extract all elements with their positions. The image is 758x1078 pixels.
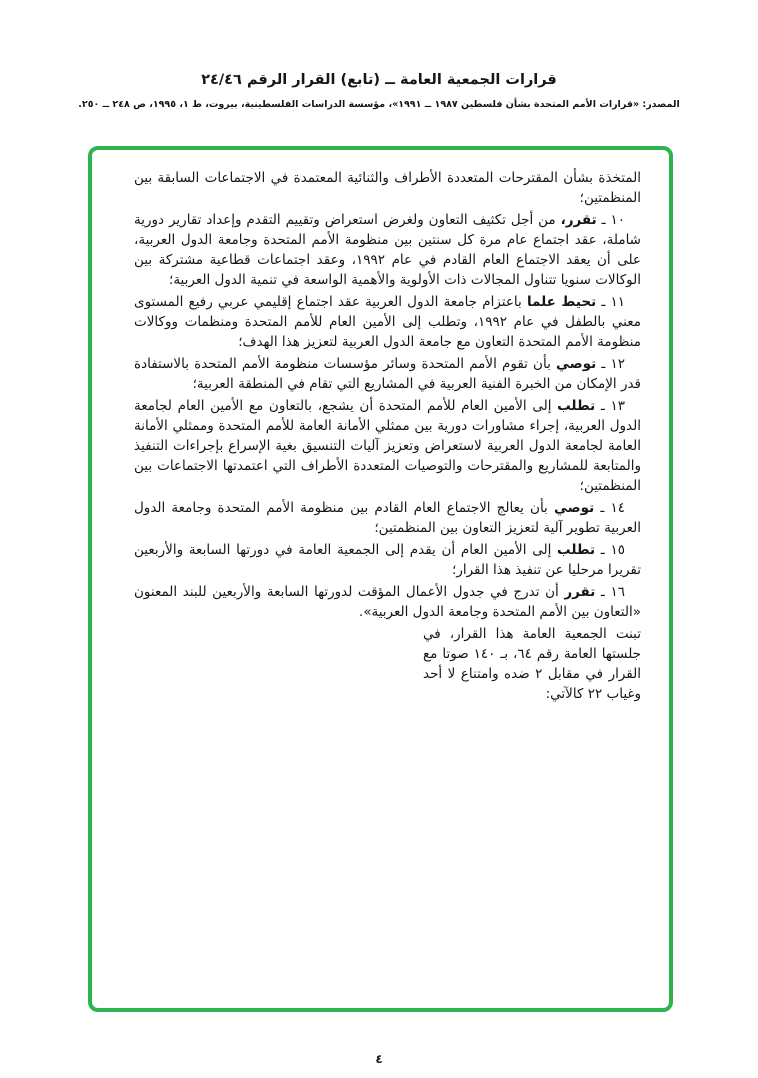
paragraph-lead: تطلب xyxy=(557,398,596,414)
paragraph-number: ١٥ ـ xyxy=(595,542,625,558)
numbered-paragraphs xyxy=(134,210,641,622)
resolution-text xyxy=(134,168,641,706)
intro-paragraph: المتخذة بشأن المقترحات المتعددة الأطراف والثنائية المعتمدة في الاجتماعات السابقة بين المنظمتين؛ xyxy=(134,170,641,206)
resolution-paragraph: ١٤ ـ توصي بأن يعالج الاجتماع العام القادم بين منظومة الأمم المتحدة وجامعة الدول العربية تطوير آلية لتعزيز التعاون بين المنظمتين؛ xyxy=(134,500,641,536)
paragraph-lead: توصي xyxy=(553,500,595,516)
paragraph-lead: تطلب xyxy=(557,542,596,558)
paragraph-number: ١٠ ـ xyxy=(596,212,625,228)
paragraph-lead: تقرر xyxy=(564,584,596,600)
paragraph-number: ١٢ ـ xyxy=(596,356,625,372)
closing-paragraph: تبنت الجمعية العامة هذا القرار، في جلستها العامة رقم ٦٤، بـ ١٤٠ صوتا مع القرار في مقابل ٢ ضده وامتناع لا أحد وغياب ٢٢ كالآتي: xyxy=(423,626,642,702)
paragraph-number: ١٣ ـ xyxy=(595,398,625,414)
paragraph-lead: تحيط علما xyxy=(526,294,597,310)
resolution-paragraph: ١٠ ـ تقرر، من أجل تكثيف التعاون ولغرض استعراض وتقييم التقدم وإعداد تقارير دورية شاملة، عقد اجتماع عام مرة كل سنتين بين منظومة الأمم المتحدة وجامعة الدول العربية، على أن يعقد الاجتماع العام القادم في عام ١٩٩٢، وعقد اجتماعات قطاعية مشتركة بين الوكالات سنويا تتناول المجالات ذات الأولوية والأهمية الواسعة في تنمية الدول العربية؛ xyxy=(134,212,641,288)
resolution-paragraph: ١٢ ـ توصي بأن تقوم الأمم المتحدة وسائر مؤسسات منظومة الأمم المتحدة بالاستفادة قدر الإمكان من الخبرة الفنية العربية في المشاريع التي تقام في المنطقة العربية؛ xyxy=(134,356,641,392)
paragraph-number: ١٦ ـ xyxy=(595,584,625,600)
resolution-paragraph: ١٣ ـ تطلب إلى الأمين العام للأمم المتحدة أن يشجع، بالتعاون مع الأمين العام لجامعة الدول العربية، إجراء مشاورات دورية بين ممثلي الأمانة العامة للأمم المتحدة وممثلي الأمانة العامة لجامعة الدول العربية لاستعراض وتعزيز آليات التنسيق بغية الإسراع بإجراءات التنفيذ والمتابعة للمشاريع والمقترحات والتوصيات المتعددة الأطراف التي اعتمدتها الاجتماعات بين المنظمتين؛ xyxy=(134,398,641,494)
resolution-paragraph: ١١ ـ تحيط علما باعتزام جامعة الدول العربية عقد اجتماع إقليمي عربي رفيع المستوى معني بالطفل في عام ١٩٩٢، وتطلب إلى الأمين العام للأمم المتحدة ومنظمات ووكالات منظومة الأمم المتحدة التعاون مع جامعة الدول العربية لتعزيز هذا الهدف؛ xyxy=(134,294,641,350)
content-frame xyxy=(88,146,673,1012)
paragraph-lead: توصي xyxy=(555,356,597,372)
page-title: قرارات الجمعية العامة ــ (تابع) القرار الرقم ٢٤/٤٦ xyxy=(201,72,557,88)
resolution-paragraph: ١٦ ـ تقرر أن تدرج في جدول الأعمال المؤقت لدورتها السابعة والأربعين للبند المعنون «التعاون بين الأمم المتحدة وجامعة الدول العربية». xyxy=(134,584,641,620)
page-header xyxy=(44,72,714,110)
page-number: ٤ xyxy=(375,1052,383,1066)
resolution-paragraph: ١٥ ـ تطلب إلى الأمين العام أن يقدم إلى الجمعية العامة في دورتها السابعة والأربعين تقريرا مرحليا عن تنفيذ هذا القرار؛ xyxy=(134,542,641,578)
paragraph-number: ١١ ـ xyxy=(596,294,625,310)
source-line: المصدر: «قرارات الأمم المتحدة بشأن فلسطين ١٩٨٧ ــ ١٩٩١»، مؤسسة الدراسات الفلسطينية، بيروت، ط ١، ١٩٩٥، ص ٢٤٨ ــ ٢٥٠. xyxy=(78,99,680,110)
paragraph-number: ١٤ ـ xyxy=(594,500,625,516)
paragraph-lead: تقرر، xyxy=(560,212,597,228)
